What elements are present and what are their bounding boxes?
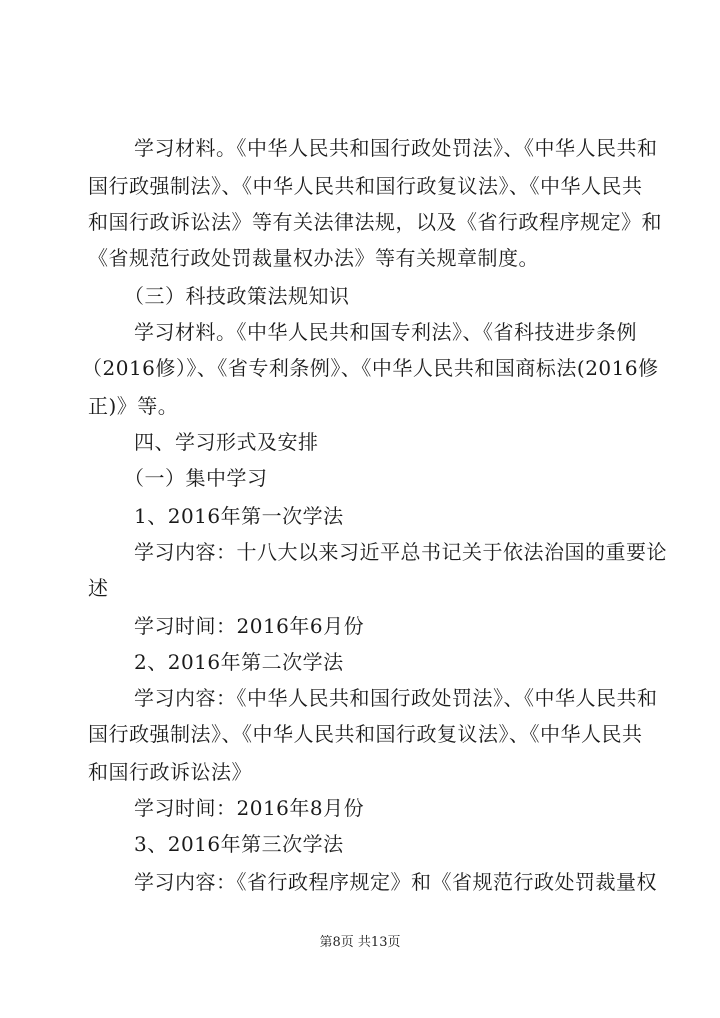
text-line: 学习材料。《中华人民共和国行政处罚法》、《中华人民共和 [134,136,658,160]
text-line: 述 [88,576,109,600]
text-line: 《省规范行政处罚裁量权办法》等有关规章制度。 [88,246,539,270]
text-line: 国行政强制法》、《中华人民共和国行政复议法》、《中华人民共 [88,174,643,198]
text-line: 和国行政诉讼法》等有关法律法规，以及《省行政程序规定》和 [88,210,662,234]
section-heading: （三）科技政策法规知识 [124,284,350,308]
text-line: 学习内容：《中华人民共和国行政处罚法》、《中华人民共和 [134,686,658,710]
text-line: 学习时间：2016年6月份 [134,614,365,638]
text-line: 学习内容：十八大以来习近平总书记关于依法治国的重要论 [134,540,667,564]
item-heading: 1、2016年第一次学法 [134,504,344,528]
item-heading: 2、2016年第二次学法 [134,650,344,674]
section-heading: 四、学习形式及安排 [134,430,319,454]
text-line: 国行政强制法》、《中华人民共和国行政复议法》、《中华人民共 [88,722,643,746]
text-line: 学习时间：2016年8月份 [134,796,365,820]
item-heading: 3、2016年第三次学法 [134,832,344,856]
text-line: 正)》等。 [88,394,179,418]
page-number-footer: 第8页 共13页 [319,935,401,950]
text-line: 学习材料。《中华人民共和国专利法》、《省科技进步条例 [134,320,637,344]
text-line: 学习内容：《省行政程序规定》和《省规范行政处罚裁量权 [134,870,657,894]
text-line: 和国行政诉讼法》 [88,760,252,784]
text-line: （2016修）》、《省专利条例》、《中华人民共和国商标法(2016修 [82,356,659,380]
section-heading: （一）集中学习 [124,466,268,490]
